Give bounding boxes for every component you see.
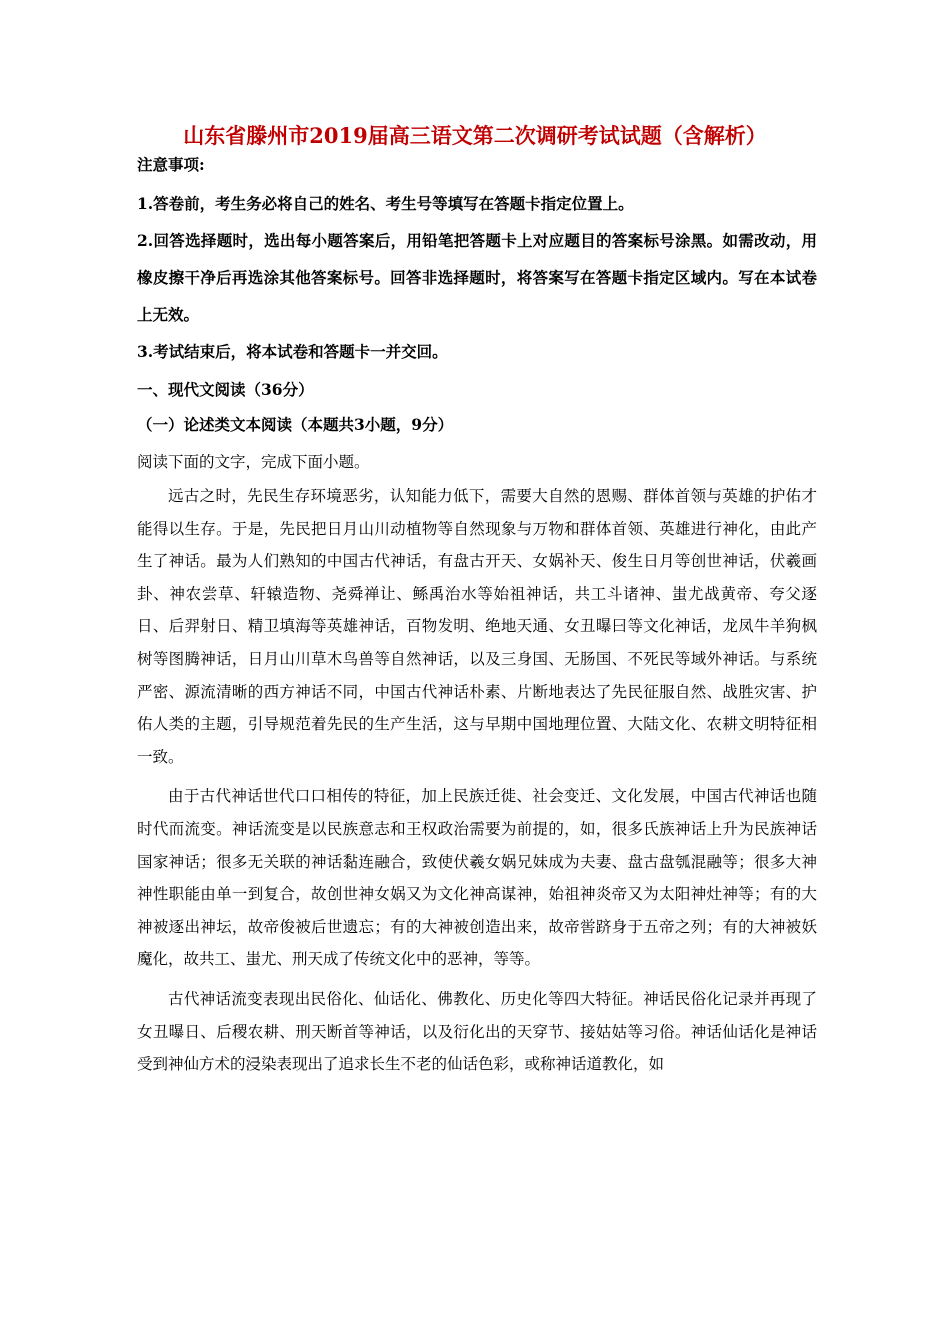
- passage-paragraph-2: 由于古代神话世代口口相传的特征，加上民族迁徙、社会变迁、文化发展，中国古代神话也随时代而流变。神话流变是以民族意志和王权政治需要为前提的，如，很多氏族神话上升为民族神话国家神话；很多无关联的神话黏连融合，致使伏羲女娲兄妹成为夫妻、盘古盘瓠混融等；很多大神神性职能由单一到复合，故创世神女娲又为文化神高谋神，始祖神炎帝又为太阳神灶神等；有的大神被逐出神坛，故帝俊被后世遗忘；有的大神被创造出来，故帝喾跻身于五帝之列；有的大神被妖魔化，故共工、蚩尤、刑天成了传统文化中的恶神，等等。: [137, 787, 817, 969]
- notice-block: [137, 153, 817, 370]
- notice-item-2: 2.回答选择题时，选出每小题答案后，用铅笔把答题卡上对应题目的答案标号涂黑。如需改动，用橡皮擦干净后再选涂其他答案标号。回答非选择题时，将答案写在答题卡指定区域内。写在本试卷上无效。: [137, 231, 817, 324]
- subsection-heading-argumentative-text: （一）论述类文本阅读（本题共3小题，9分）: [137, 415, 454, 434]
- reading-instruction: 阅读下面的文字，完成下面小题。: [137, 453, 370, 471]
- section-heading-modern-reading: 一、现代文阅读（36分）: [137, 380, 314, 399]
- passage-paragraph-3: 古代神话流变表现出民俗化、仙话化、佛教化、历史化等四大特征。神话民俗化记录并再现了女丑曝日、后稷农耕、刑天断首等神话，以及衍化出的天穿节、接姑姑等习俗。神话仙话化是神话受到神仙方术的浸染表现出了追求长生不老的仙话色彩，或称神话道教化，如: [137, 989, 817, 1074]
- document-title: 山东省滕州市2019届高三语文第二次调研考试试题（含解析）: [183, 123, 767, 148]
- notice-heading: 注意事项:: [137, 155, 205, 174]
- reading-passage: [137, 480, 817, 1088]
- passage-paragraph-1: 远古之时，先民生存环境恶劣，认知能力低下，需要大自然的恩赐、群体首领与英雄的护佑才能得以生存。于是，先民把日月山川动植物等自然现象与万物和群体首领、英雄进行神化，由此产生了神话。最为人们熟知的中国古代神话，有盘古开天、女娲补天、俊生日月等创世神话，伏羲画卦、神农尝草、轩辕造物、尧舜禅让、鲧禹治水等始祖神话，共工斗诸神、蚩尤战黄帝、夸父逐日、后羿射日、精卫填海等英雄神话，百物发明、绝地天通、女丑曝曰等文化神话，龙凤牛羊狗枫树等图腾神话，日月山川草木鸟兽等自然神话，以及三身国、无肠国、不死民等域外神话。与系统严密、源流清晰的西方神话不同，中国古代神话朴素、片断地表达了先民征服自然、战胜灾害、护佑人类的主题，引导规范着先民的生产生活，这与早期中国地理位置、大陆文化、农耕文明特征相一致。: [137, 487, 817, 766]
- notice-item-1: 1.答卷前，考生务必将自己的姓名、考生号等填写在答题卡指定位置上。: [137, 194, 634, 213]
- notice-item-3: 3.考试结束后，将本试卷和答题卡一并交回。: [137, 342, 448, 361]
